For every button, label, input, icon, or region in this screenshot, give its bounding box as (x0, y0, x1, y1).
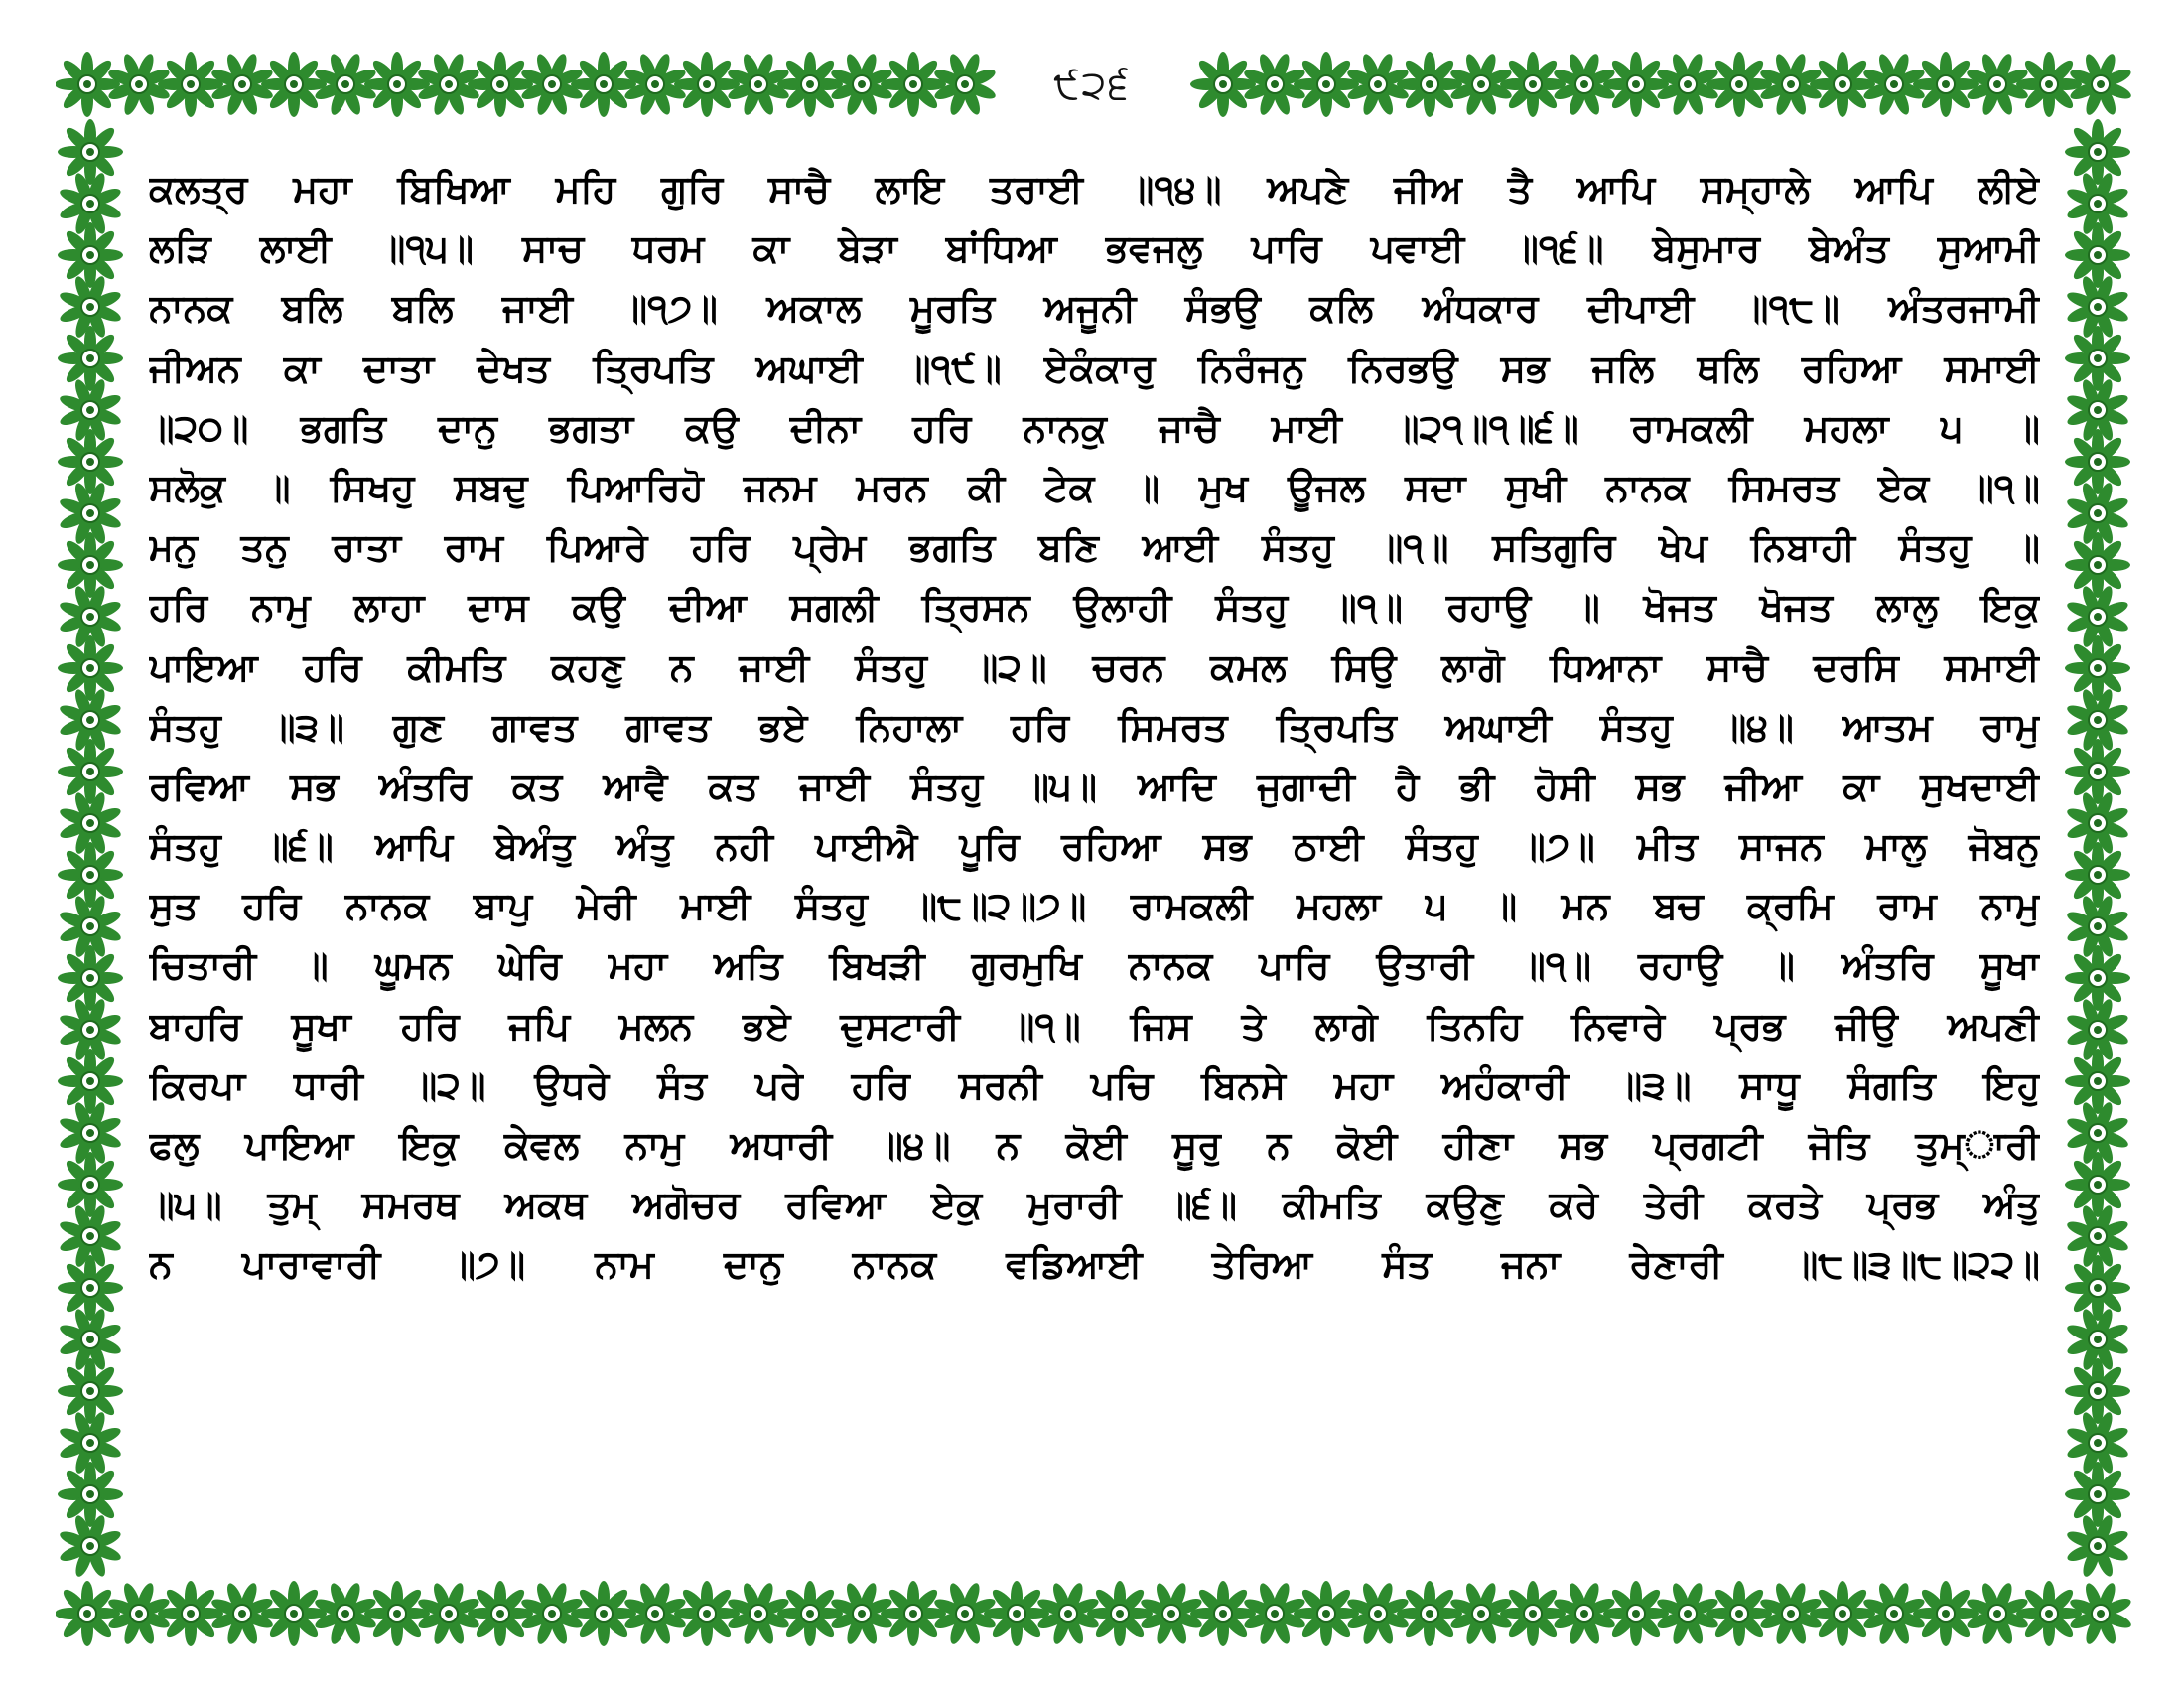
flower-leaf-icon (2065, 1255, 2130, 1321)
flower-leaf-icon (158, 52, 223, 117)
flower-leaf-icon (2065, 1462, 2130, 1527)
flower-leaf-icon (777, 52, 843, 117)
flower-leaf-icon (1810, 52, 1875, 117)
flower-leaf-icon (58, 429, 123, 494)
flower-leaf-icon (777, 1581, 843, 1646)
left-floral-border (56, 119, 125, 1579)
flower-leaf-icon (58, 1462, 123, 1527)
text-line: ਪਾਇਆ ਹਰਿ ਕੀਮਤਿ ਕਹਣੁ ਨ ਜਾਈ ਸੰਤਹੁ ॥੨॥ ਚਰਨ ਕਮਲ ਸਿਉ ਲਾਗੋ ਧਿਆਨਾ ਸਾਚੈ ਦਰਸਿ ਸਮਾਈ (149, 644, 2040, 689)
flower-leaf-icon (261, 52, 327, 117)
flower-leaf-icon (2065, 1358, 2130, 1424)
text-line: ਹਰਿ ਨਾਮੁ ਲਾਹਾ ਦਾਸ ਕਉ ਦੀਆ ਸਗਲੀ ਤ੍ਰਿਸਨ ਉਲਾਹੀ ਸੰਤਹੁ ॥੧॥ ਰਹਾਉ ॥ ਖੋਜਤ ਖੋਜਤ ਲਾਲੁ ਇਕੁ (149, 585, 2040, 630)
flower-leaf-icon (1190, 1581, 1256, 1646)
flower-leaf-icon (1087, 1581, 1153, 1646)
flower-leaf-icon (56, 52, 120, 117)
flower-leaf-icon (58, 842, 123, 908)
text-line: ਨਾਨਕ ਬਲਿ ਬਲਿ ਜਾਈ ॥੧੭॥ ਅਕਾਲ ਮੂਰਤਿ ਅਜੂਨੀ ਸੰਭਉ ਕਲਿ ਅੰਧਕਾਰ ਦੀਪਾਈ ॥੧੮॥ ਅੰਤਰਜਾਮੀ (149, 286, 2040, 331)
flower-leaf-icon (571, 52, 636, 117)
text-line: ਫਲੁ ਪਾਇਆ ਇਕੁ ਕੇਵਲ ਨਾਮੁ ਅਧਾਰੀ ॥੪॥ ਨ ਕੋਈ ਸੂਰੁ ਨ ਕੋਈ ਹੀਣਾ ਸਭ ਪ੍ਰਗਟੀ ਜੋਤਿ ਤੁਮ੍ਾਰੀ (149, 1123, 2040, 1167)
text-line: ਕਿਰਪਾ ਧਾਰੀ ॥੨॥ ਉਧਰੇ ਸੰਤ ਪਰੇ ਹਰਿ ਸਰਨੀ ਪਚਿ ਬਿਨਸੇ ਮਹਾ ਅਹੰਕਾਰੀ ॥੩॥ ਸਾਧੂ ਸੰਗਤਿ ਇਹੁ (149, 1062, 2040, 1107)
flower-leaf-icon (2065, 326, 2130, 391)
flower-leaf-icon (2065, 842, 2130, 908)
flower-leaf-icon (58, 222, 123, 288)
text-line: ਕਲਤ੍ਰ ਮਹਾ ਬਿਖਿਆ ਮਹਿ ਗੁਰਿ ਸਾਚੈ ਲਾਇ ਤਰਾਈ ॥੧੪॥ ਅਪਣੇ ਜੀਅ ਤੈ ਆਪਿ ਸਮ੍ਹਾਲੇ ਆਪਿ ਲੀਏ (149, 167, 2040, 211)
flower-leaf-icon (364, 52, 430, 117)
right-floral-border (2063, 119, 2132, 1579)
flower-leaf-icon (56, 1581, 120, 1646)
flower-leaf-icon (58, 739, 123, 804)
flower-leaf-icon (2065, 1152, 2130, 1217)
text-line: ਨ ਪਾਰਾਵਾਰੀ ॥੭॥ ਨਾਮ ਦਾਨੁ ਨਾਨਕ ਵਡਿਆਈ ਤੇਰਿਆ ਸੰਤ ਜਨਾ ਰੇਣਾਰੀ ॥੮॥੩॥੮॥੨੨॥ (149, 1242, 2040, 1287)
flower-leaf-icon (1294, 52, 1359, 117)
flower-leaf-icon (1603, 52, 1669, 117)
flower-leaf-icon (2065, 945, 2130, 1011)
flower-leaf-icon (2016, 52, 2082, 117)
text-line: ॥੨੦॥ ਭਗਤਿ ਦਾਨੁ ਭਗਤਾ ਕਉ ਦੀਨਾ ਹਰਿ ਨਾਨਕੁ ਜਾਚੈ ਮਾਈ ॥੨੧॥੧॥੬॥ ਰਾਮਕਲੀ ਮਹਲਾ ੫ ॥ (149, 405, 2040, 450)
flower-leaf-icon (468, 1581, 533, 1646)
flower-leaf-icon (881, 1581, 946, 1646)
text-line: ਲੜਿ ਲਾਈ ॥੧੫॥ ਸਾਚ ਧਰਮ ਕਾ ਬੇੜਾ ਬਾਂਧਿਆ ਭਵਜਲੁ ਪਾਰਿ ਪਵਾਈ ॥੧੬॥ ਬੇਸੁਮਾਰ ਬੇਅੰਤ ਸੁਆਮੀ (149, 226, 2040, 271)
flower-leaf-icon (674, 52, 740, 117)
flower-leaf-icon (1294, 1581, 1359, 1646)
flower-leaf-icon (158, 1581, 223, 1646)
page-number-box (1032, 56, 1152, 115)
flower-leaf-icon (674, 1581, 740, 1646)
scripture-text-block (149, 159, 2040, 1569)
flower-leaf-icon (58, 635, 123, 701)
flower-leaf-icon (1500, 1581, 1566, 1646)
flower-leaf-icon (1397, 52, 1462, 117)
flower-leaf-icon (1190, 52, 1256, 117)
flower-leaf-icon (58, 1358, 123, 1424)
flower-leaf-icon (2065, 119, 2130, 185)
flower-leaf-icon (2065, 429, 2130, 494)
text-line: ਚਿਤਾਰੀ ॥ ਘੂਮਨ ਘੇਰਿ ਮਹਾ ਅਤਿ ਬਿਖੜੀ ਗੁਰਮੁਖਿ ਨਾਨਕ ਪਾਰਿ ਉਤਾਰੀ ॥੧॥ ਰਹਾਉ ॥ ਅੰਤਰਿ ਸੂਖਾ (149, 943, 2040, 988)
flower-leaf-icon (468, 52, 533, 117)
text-line: ਸਲੋਕੁ ॥ ਸਿਖਹੁ ਸਬਦੁ ਪਿਆਰਿਹੋ ਜਨਮ ਮਰਨ ਕੀ ਟੇਕ ॥ ਮੁਖ ਊਜਲ ਸਦਾ ਸੁਖੀ ਨਾਨਕ ਸਿਮਰਤ ਏਕ ॥੧॥ (149, 465, 2040, 509)
text-line: ਬਾਹਰਿ ਸੂਖਾ ਹਰਿ ਜਪਿ ਮਲਨ ਭਏ ਦੁਸਟਾਰੀ ॥੧॥ ਜਿਸ ਤੇ ਲਾਗੇ ਤਿਨਹਿ ਨਿਵਾਰੇ ਪ੍ਰਭ ਜੀਉ ਅਪਣੀ (149, 1003, 2040, 1048)
flower-leaf-icon (1913, 1581, 1979, 1646)
flower-leaf-icon (261, 1581, 327, 1646)
flower-leaf-icon (1706, 52, 1772, 117)
page-number: ੯੨੬ (1053, 63, 1131, 108)
text-line: ॥੫॥ ਤੁਮ੍ ਸਮਰਥ ਅਕਥ ਅਗੋਚਰ ਰਵਿਆ ਏਕੁ ਮੁਰਾਰੀ ॥੬॥ ਕੀਮਤਿ ਕਉਣੁ ਕਰੇ ਤੇਰੀ ਕਰਤੇ ਪ੍ਰਭ ਅੰਤੁ (149, 1183, 2040, 1227)
text-line: ਮਨੁ ਤਨੁ ਰਾਤਾ ਰਾਮ ਪਿਆਰੇ ਹਰਿ ਪ੍ਰੇਮ ਭਗਤਿ ਬਣਿ ਆਈ ਸੰਤਹੁ ॥੧॥ ਸਤਿਗੁਰਿ ਖੇਪ ਨਿਬਾਹੀ ਸੰਤਹੁ ॥ (149, 525, 2040, 570)
flower-leaf-icon (1810, 1581, 1875, 1646)
text-line: ਜੀਅਨ ਕਾ ਦਾਤਾ ਦੇਖਤ ਤ੍ਰਿਪਤਿ ਅਘਾਈ ॥੧੯॥ ਏਕੰਕਾਰੁ ਨਿਰੰਜਨੁ ਨਿਰਭਉ ਸਭ ਜਲਿ ਥਲਿ ਰਹਿਆ ਸਮਾਈ (149, 346, 2040, 390)
flower-leaf-icon (984, 1581, 1049, 1646)
flower-leaf-icon (1500, 52, 1566, 117)
flower-leaf-icon (881, 52, 946, 117)
flower-leaf-icon (58, 532, 123, 598)
flower-leaf-icon (2065, 532, 2130, 598)
flower-leaf-icon (58, 119, 123, 185)
flower-leaf-icon (58, 326, 123, 391)
text-line: ਰਵਿਆ ਸਭ ਅੰਤਰਿ ਕਤ ਆਵੈ ਕਤ ਜਾਈ ਸੰਤਹੁ ॥੫॥ ਆਦਿ ਜੁਗਾਦੀ ਹੈ ਭੀ ਹੋਸੀ ਸਭ ਜੀਆ ਕਾ ਸੁਖਦਾਈ (149, 764, 2040, 808)
flower-leaf-icon (2016, 1581, 2082, 1646)
flower-leaf-icon (2065, 635, 2130, 701)
flower-leaf-icon (364, 1581, 430, 1646)
flower-leaf-icon (58, 1255, 123, 1321)
flower-leaf-icon (2065, 222, 2130, 288)
flower-leaf-icon (571, 1581, 636, 1646)
text-line: ਸੰਤਹੁ ॥੬॥ ਆਪਿ ਬੇਅੰਤੁ ਅੰਤੁ ਨਹੀ ਪਾਈਐ ਪੂਰਿ ਰਹਿਆ ਸਭ ਠਾਈ ਸੰਤਹੁ ॥੭॥ ਮੀਤ ਸਾਜਨ ਮਾਲੁ ਜੋਬਨੁ (149, 824, 2040, 869)
text-line: ਸੁਤ ਹਰਿ ਨਾਨਕ ਬਾਪੁ ਮੇਰੀ ਮਾਈ ਸੰਤਹੁ ॥੮॥੨॥੭॥ ਰਾਮਕਲੀ ਮਹਲਾ ੫ ॥ ਮਨ ਬਚ ਕ੍ਰਮਿ ਰਾਮ ਨਾਮੁ (149, 884, 2040, 928)
flower-leaf-icon (1603, 1581, 1669, 1646)
flower-leaf-icon (58, 1049, 123, 1114)
text-line: ਸੰਤਹੁ ॥੩॥ ਗੁਣ ਗਾਵਤ ਗਾਵਤ ਭਏ ਨਿਹਾਲਾ ਹਰਿ ਸਿਮਰਤ ਤ੍ਰਿਪਤਿ ਅਘਾਈ ਸੰਤਹੁ ॥੪॥ ਆਤਮ ਰਾਮੁ (149, 704, 2040, 749)
flower-leaf-icon (1397, 1581, 1462, 1646)
flower-leaf-icon (2065, 1049, 2130, 1114)
flower-leaf-icon (58, 945, 123, 1011)
bottom-floral-border (56, 1579, 2132, 1648)
flower-leaf-icon (58, 1152, 123, 1217)
flower-leaf-icon (2065, 739, 2130, 804)
flower-leaf-icon (1706, 1581, 1772, 1646)
flower-leaf-icon (1913, 52, 1979, 117)
